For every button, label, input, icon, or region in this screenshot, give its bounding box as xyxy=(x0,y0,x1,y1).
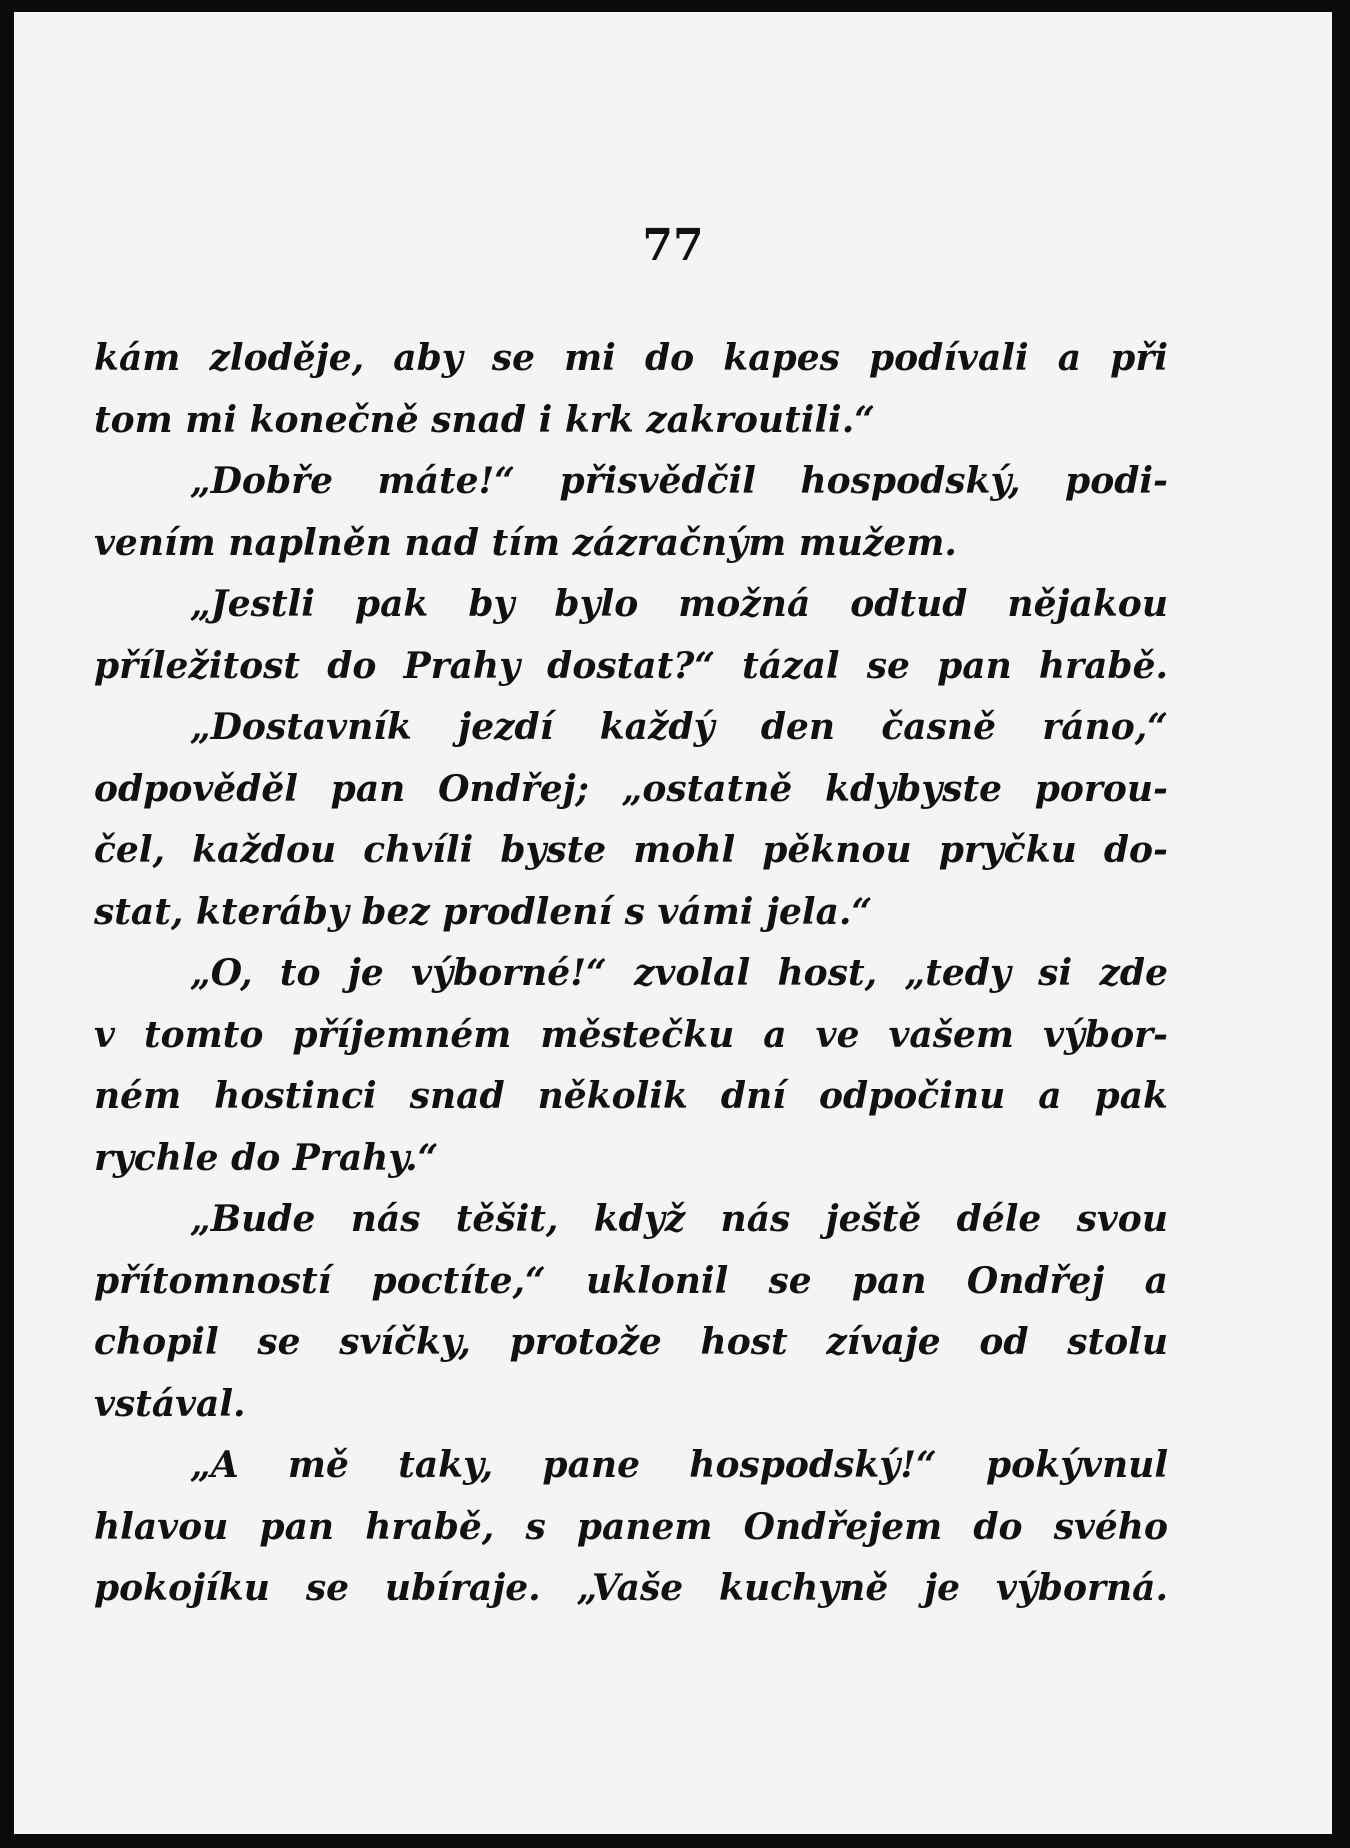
text-line: v tomto příjemném městečku a ve vašem výbor- xyxy=(94,1013,1168,1056)
text-line: chopil se svíčky, protože host zívaje od stolu xyxy=(94,1321,1168,1363)
text-line: tom mi konečně snad i krk zakroutili.“ xyxy=(94,398,875,441)
text-line: odpověděl pan Ondřej; „ostatně kdybyste porou- xyxy=(94,767,1168,810)
text-line: příležitost do Prahy dostat?“ tázal se pan hrabě. xyxy=(94,644,1168,687)
text-line: vením naplněn nad tím zázračným mužem. xyxy=(94,521,957,564)
text-line: vstával. xyxy=(94,1382,246,1425)
text-line: „O, to je výborné!“ zvolal host, „tedy si zde xyxy=(190,952,1168,994)
text-line: pokojíku se ubíraje. „Vaše kuchyně je výborná. xyxy=(94,1567,1168,1609)
text-line: kám zloděje, aby se mi do kapes podívali a při xyxy=(94,337,1168,379)
page-number: 77 xyxy=(642,220,704,271)
text-line: „Jestli pak by bylo možná odtud nějakou xyxy=(190,583,1168,625)
book-page xyxy=(14,12,1332,1834)
text-line: „A mě taky, pane hospodský!“ pokývnul xyxy=(190,1444,1168,1486)
text-line: hlavou pan hrabě, s panem Ondřejem do svého xyxy=(94,1505,1168,1548)
text-line: rychle do Prahy.“ xyxy=(94,1136,439,1179)
text-line: ném hostinci snad několik dní odpočinu a pak xyxy=(94,1075,1168,1117)
text-line: „Dobře máte!“ přisvědčil hospodský, podi- xyxy=(190,460,1168,502)
text-line: čel, každou chvíli byste mohl pěknou pryčku do- xyxy=(94,829,1168,871)
text-line: přítomností poctíte,“ uklonil se pan Ondřej a xyxy=(94,1259,1168,1302)
text-line: stat, kteráby bez prodlení s vámi jela.“ xyxy=(94,890,873,933)
body-text xyxy=(94,328,1168,1620)
text-line: „Dostavník jezdí každý den časně ráno,“ xyxy=(190,706,1168,748)
text-line: „Bude nás těšit, když nás ještě déle svou xyxy=(190,1198,1168,1240)
